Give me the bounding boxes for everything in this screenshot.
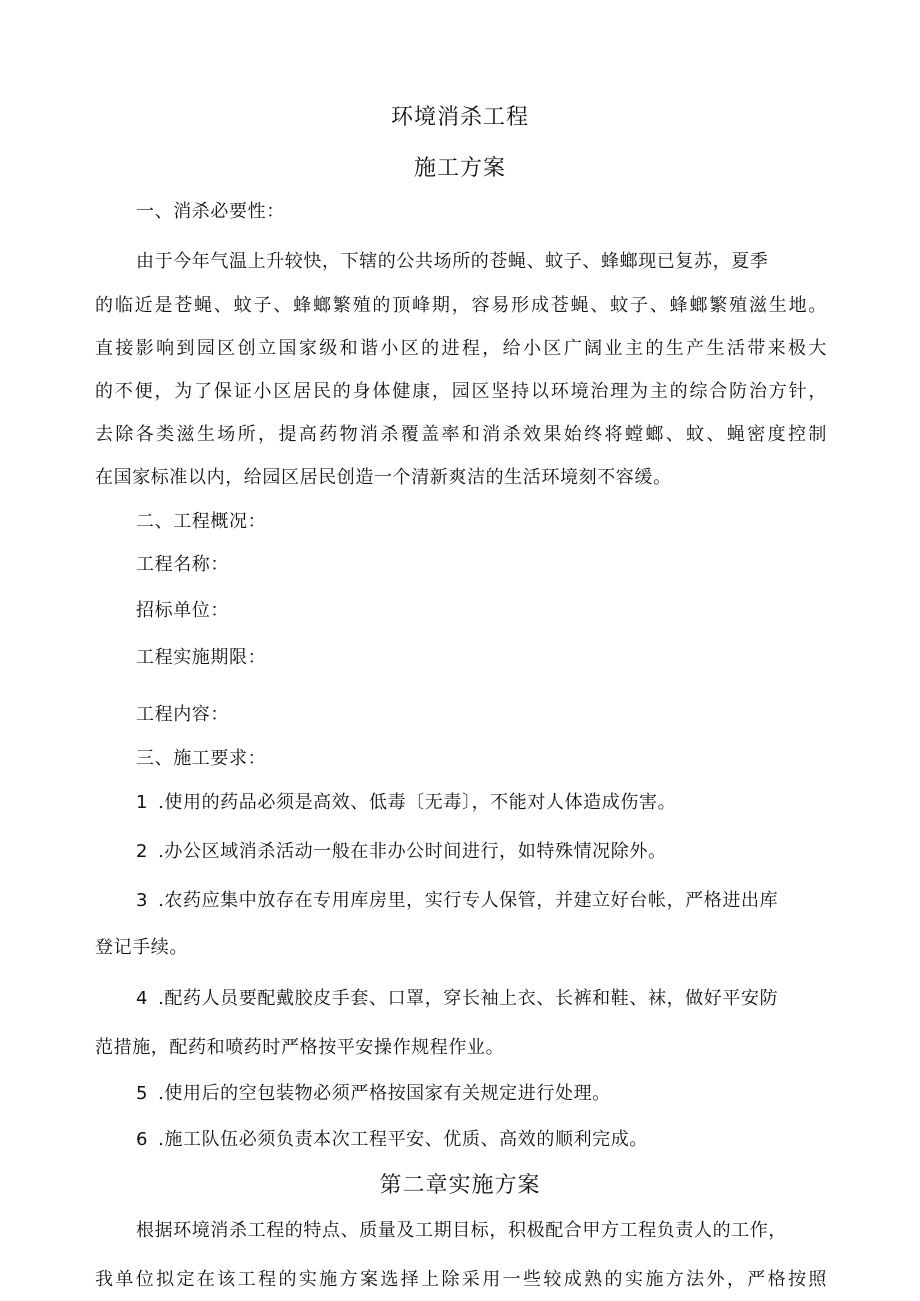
document-subtitle: 施工方案 <box>413 156 506 181</box>
section1-line: 由于今年气温上升较快，下辖的公共场所的苍蝇、蚊子、蜂螂现已复苏，夏季 <box>136 251 769 272</box>
requirement-item-3-cont: 登记手续。 <box>95 937 188 958</box>
item-number: 3 <box>136 890 149 911</box>
section1-line: 的临近是苍蝇、蚊子、蜂螂繁殖的顶峰期，容易形成苍蝇、蚊子、蜂螂繁殖滋生地。 <box>95 295 827 316</box>
section3-heading: 三、施工要求： <box>136 748 267 769</box>
item-number: 2 <box>136 841 149 862</box>
period-label: 工程实施期限： <box>136 647 267 668</box>
requirement-item-2 <box>136 840 667 864</box>
section2-heading: 二、工程概况： <box>136 511 267 532</box>
section1-heading: 一、消杀必要性： <box>136 201 285 222</box>
section1-line: 的不便，为了保证小区居民的身体健康，园区坚持以环境治理为主的综合防治方针， <box>95 381 827 402</box>
section1-line: 直接影响到园区创立国家级和谐小区的进程，给小区广阔业主的生产生活带来极大 <box>95 338 827 359</box>
item-number: 1 <box>136 792 149 813</box>
item-text: .使用的药品必须是高效、低毒〔无毒〕，不能对人体造成伤害。 <box>158 792 677 813</box>
chapter2-heading: 第二章实施方案 <box>379 1173 541 1198</box>
item-text: .施工队伍必须负责本次工程平安、优质、高效的顺利完成。 <box>158 1129 648 1150</box>
item-text: .办公区域消杀活动一般在非办公时间进行，如特殊情况除外。 <box>158 841 667 862</box>
item-text: .使用后的空包装物必须严格按国家有关规定进行处理。 <box>158 1083 611 1104</box>
item-number: 4 <box>136 988 149 1009</box>
requirement-item-1 <box>136 791 676 815</box>
item-number: 6 <box>136 1129 149 1150</box>
chapter2-line: 根据环境消杀工程的特点、质量及工期目标，积极配合甲方工程负责人的工作， <box>136 1220 787 1241</box>
item-number: 5 <box>136 1083 149 1104</box>
section1-line: 去除各类滋生场所，提高药物消杀覆盖率和消杀效果始终将螳螂、蚊、蝇密度控制 <box>95 424 827 445</box>
requirement-item-3 <box>136 889 778 913</box>
document-title: 环境消杀工程 <box>390 105 529 130</box>
project-name-label: 工程名称： <box>136 554 229 575</box>
requirement-item-6 <box>136 1128 648 1152</box>
section1-line: 在国家标准以内，给园区居民创造一个清新爽洁的生活环境刻不容缓。 <box>95 467 672 488</box>
item-text: .配药人员要配戴胶皮手套、口罩，穿长袖上衣、长裤和鞋、袜，做好平安防 <box>158 988 779 1009</box>
requirement-item-5 <box>136 1082 611 1106</box>
bidder-label: 招标单位： <box>136 600 229 621</box>
item-text: .农药应集中放存在专用库房里，实行专人保管，并建立好台帐，严格进出库 <box>158 890 779 911</box>
requirement-item-4-cont: 范措施，配药和喷药时严格按平安操作规程作业。 <box>95 1037 505 1058</box>
chapter2-line: 我单位拟定在该工程的实施方案选择上除采用一些较成熟的实施方法外，严格按照 <box>95 1269 827 1290</box>
content-label: 工程内容： <box>136 704 229 725</box>
requirement-item-4 <box>136 987 778 1011</box>
